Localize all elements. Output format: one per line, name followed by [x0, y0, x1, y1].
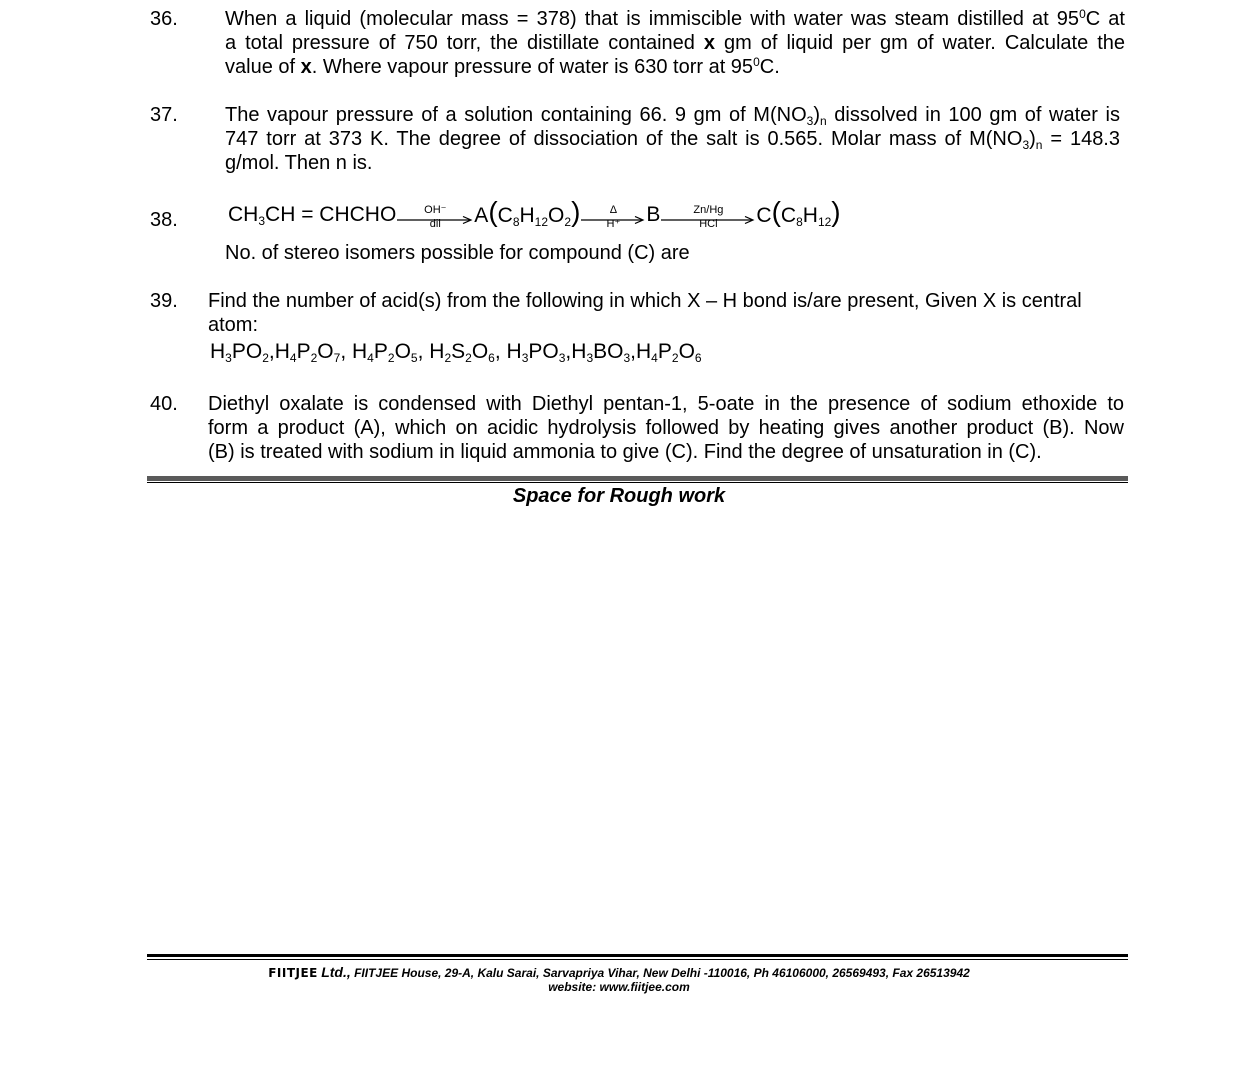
- arrow-condition: H⁺: [606, 218, 621, 230]
- product-b: B: [646, 203, 661, 226]
- question-line: 747 torr at 373 K. The degree of dissociation of the salt is 0.565. Molar mass of $M(NO_3)_n = 148.3$: [225, 128, 1120, 152]
- footer-website: website: www.fiitjee.com: [548, 980, 690, 994]
- section-divider-thin: [147, 482, 1128, 483]
- formula-a: $C_8H_{12}O_2$: [497, 203, 572, 229]
- question-line: Find the number of acid(s) from the following in which X – H bond is/are present, Given X is central: [208, 290, 1082, 312]
- footer-address: [0, 964, 1238, 980]
- question-line: form a product (A), which on acidic hydrolysis followed by heating gives another product (B). Now: [208, 417, 1124, 439]
- reaction-arrow-3: [661, 204, 755, 230]
- footer-divider: [147, 954, 1128, 957]
- question-line: (B) is treated with sodium in liquid ammonia to give (C). Find the degree of unsaturation in (C).: [208, 441, 1042, 463]
- arrow-line: [661, 216, 755, 218]
- question-text: [225, 241, 1125, 265]
- question-text: [225, 7, 1125, 79]
- brand-name: FIITJEE: [268, 966, 318, 980]
- question-number: 39.: [150, 290, 178, 312]
- arrow-reagent: OH⁻: [424, 204, 447, 216]
- question-line: When a liquid (molecular mass = 378) that is immiscible with water was steam distilled at $95^0C$ at: [225, 7, 1125, 30]
- question-line: a total pressure of 750 torr, the distillate contained x gm of liquid per gm of water. Calculate the: [225, 32, 1125, 54]
- question-text: [208, 392, 1124, 464]
- question-text: [225, 103, 1120, 175]
- question-text: [208, 289, 1119, 364]
- acid-formula: $H_2S_2O_6$,: [423, 340, 501, 365]
- reactant: $CH_3CH$ = CHCHO: [228, 203, 397, 228]
- brand-ltd: Ltd.,: [321, 964, 351, 980]
- reaction-arrow-1: [397, 204, 473, 230]
- address-text: FIITJEE House, 29-A, Kalu Sarai, Sarvapriya Vihar, New Delhi -110016, Ph 46106000, 26569493, Fax 26513942: [350, 966, 970, 980]
- acid-formula: $H_4P_2O_7$,: [274, 340, 347, 365]
- question-number: 38.: [150, 209, 178, 231]
- arrow-icon: [661, 216, 755, 224]
- question-number: 40.: [150, 393, 178, 415]
- acid-formula: $H_4P_2O_6$: [636, 340, 702, 365]
- arrow-reagent: Zn/Hg: [693, 204, 724, 216]
- question-line: value of x. Where vapour pressure of water is 630 torr at $95^0C$.: [225, 55, 780, 78]
- arrow-line: [397, 216, 473, 218]
- arrow-icon: [397, 216, 473, 224]
- arrow-icon: [581, 216, 645, 224]
- question-number: 37.: [150, 104, 178, 126]
- reaction-arrow-2: [581, 204, 645, 230]
- acid-list: [208, 340, 1119, 364]
- question-line: No. of stereo isomers possible for compound (C) are: [225, 242, 690, 264]
- acid-formula: $H_3BO_3$,: [571, 340, 636, 365]
- product-a: $A(C_8H_{12}O_2)$: [474, 195, 581, 229]
- product-c: $C(C_8H_{12})$: [756, 195, 841, 229]
- acid-formula: $H_3PO_2$,: [210, 340, 275, 365]
- question-line: g/mol. Then n is.: [225, 152, 373, 174]
- arrow-condition: dil: [429, 218, 441, 230]
- footer-divider-thin: [147, 959, 1128, 960]
- arrow-line: [581, 216, 645, 218]
- acid-formula: $H_4P_2O_5$,: [346, 340, 424, 365]
- question-number: 36.: [150, 8, 178, 30]
- question-line: The vapour pressure of a solution containing 66. 9 gm of $M(NO_3)_n$ dissolved in 100 gm of water is: [225, 104, 1120, 128]
- acid-formula: $H_3PO_3$,: [500, 340, 572, 365]
- formula-c: $C_8H_{12}$: [780, 203, 832, 229]
- arrow-reagent: Δ: [609, 204, 618, 216]
- question-line: Diethyl oxalate is condensed with Diethyl pentan-1, 5-oate in the presence of sodium ethoxide to: [208, 393, 1124, 415]
- section-divider: [147, 476, 1128, 481]
- arrow-condition: HCl: [699, 218, 718, 230]
- rough-work-heading: Space for Rough work: [512, 485, 726, 507]
- question-line: atom:: [208, 314, 259, 336]
- reaction-scheme: [228, 195, 841, 230]
